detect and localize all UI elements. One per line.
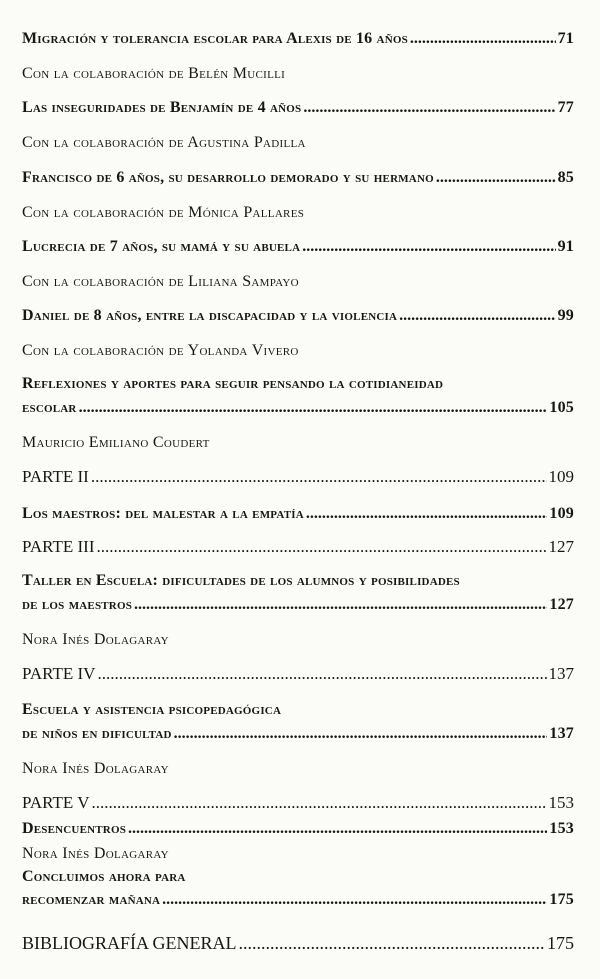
author-name: Nora Inés Dolagaray <box>22 760 169 777</box>
part-title: PARTE II <box>22 467 89 486</box>
dot-leader <box>436 169 556 187</box>
author-name: Nora Inés Dolagaray <box>22 845 169 862</box>
dot-leader <box>239 933 546 954</box>
dot-leader <box>97 664 546 684</box>
part-title: PARTE III <box>22 537 95 556</box>
dot-leader <box>174 725 548 743</box>
page-number: 137 <box>548 664 574 683</box>
part-heading[interactable] <box>22 793 574 813</box>
toc-entry[interactable] <box>22 30 574 48</box>
dot-leader <box>410 30 556 48</box>
part-title: PARTE IV <box>22 664 96 683</box>
page-number: 91 <box>557 238 574 255</box>
credit-text: Con la colaboración de Agustina Padilla <box>22 134 306 151</box>
dot-leader <box>97 537 547 557</box>
page-number: 175 <box>549 891 574 908</box>
page-number: 85 <box>557 169 574 186</box>
dot-leader <box>79 399 548 417</box>
entry-title-line-2: escolar <box>22 399 77 416</box>
toc-entry[interactable] <box>22 169 574 187</box>
author-credit <box>22 631 574 649</box>
bibliography-title: BIBLIOGRAFÍA GENERAL <box>22 933 237 953</box>
dot-leader <box>128 820 547 838</box>
toc-entry[interactable] <box>22 307 574 325</box>
page-number: 137 <box>549 725 574 742</box>
entry-title: Los maestros: del malestar a la empatía <box>22 505 304 522</box>
entry-title: Francisco de 6 años, su desarrollo demorado y su hermano <box>22 169 434 186</box>
author-credit <box>22 845 574 863</box>
bibliography-entry[interactable] <box>22 933 574 954</box>
dot-leader <box>306 505 548 523</box>
toc-entry[interactable] <box>22 820 574 838</box>
part-heading[interactable] <box>22 664 574 684</box>
toc-entry[interactable] <box>22 238 574 256</box>
entry-title-line-2: de niños en dificultad <box>22 725 172 742</box>
toc-entry[interactable] <box>22 99 574 117</box>
page-number: 127 <box>549 596 574 613</box>
page-number: 153 <box>549 820 574 837</box>
dot-leader <box>302 238 555 256</box>
page-number: 71 <box>557 30 574 47</box>
page-number: 127 <box>548 537 574 556</box>
dot-leader <box>134 596 547 614</box>
page-number: 77 <box>557 99 574 116</box>
toc-entry[interactable] <box>22 868 574 909</box>
page-number: 153 <box>548 793 574 812</box>
collaboration-credit <box>22 204 574 222</box>
entry-title-line-2: de los maestros <box>22 596 133 613</box>
entry-title-line-1: Escuela y asistencia psicopedagógica <box>22 701 282 718</box>
entry-title-line-1: Taller en Escuela: dificultades de los alumnos y posibilidades <box>22 572 460 589</box>
dot-leader <box>91 793 546 813</box>
entry-title: Las inseguridades de Benjamín de 4 años <box>22 99 302 116</box>
collaboration-credit <box>22 65 574 83</box>
entry-title-line-2: recomenzar mañana <box>22 891 161 908</box>
dot-leader <box>91 467 547 487</box>
entry-title-line-1: Reflexiones y aportes para seguir pensando la cotidianeidad <box>22 375 444 392</box>
page-number: 99 <box>557 307 574 324</box>
dot-leader <box>162 891 547 909</box>
toc-entry[interactable] <box>22 505 574 523</box>
entry-title: Daniel de 8 años, entre la discapacidad y la violencia <box>22 307 398 324</box>
credit-text: Con la colaboración de Belén Mucilli <box>22 65 286 82</box>
author-name: Nora Inés Dolagaray <box>22 631 169 648</box>
entry-title-line-1: Concluimos ahora para <box>22 868 186 885</box>
credit-text: Con la colaboración de Liliana Sampayo <box>22 273 299 290</box>
author-credit <box>22 760 574 778</box>
collaboration-credit <box>22 134 574 152</box>
part-heading[interactable] <box>22 537 574 557</box>
credit-text: Con la colaboración de Mónica Pallares <box>22 204 305 221</box>
toc-entry[interactable] <box>22 701 574 743</box>
entry-title: Migración y tolerancia escolar para Alexis de 16 años <box>22 30 408 47</box>
entry-title: Lucrecia de 7 años, su mamá y su abuela <box>22 238 301 255</box>
page-number: 109 <box>549 505 574 522</box>
toc-entry[interactable] <box>22 572 574 614</box>
author-name: Mauricio Emiliano Coudert <box>22 434 210 451</box>
page-number: 109 <box>548 467 574 486</box>
dot-leader <box>399 307 555 325</box>
part-heading[interactable] <box>22 467 574 487</box>
part-title: PARTE V <box>22 793 90 812</box>
page-number: 175 <box>547 933 574 953</box>
page-number: 105 <box>549 399 574 416</box>
collaboration-credit <box>22 273 574 291</box>
author-credit <box>22 434 574 452</box>
toc-entry[interactable] <box>22 375 574 417</box>
credit-text: Con la colaboración de Yolanda Vivero <box>22 342 299 359</box>
entry-title: Desencuentros <box>22 820 127 837</box>
dot-leader <box>303 99 555 117</box>
collaboration-credit <box>22 342 574 360</box>
